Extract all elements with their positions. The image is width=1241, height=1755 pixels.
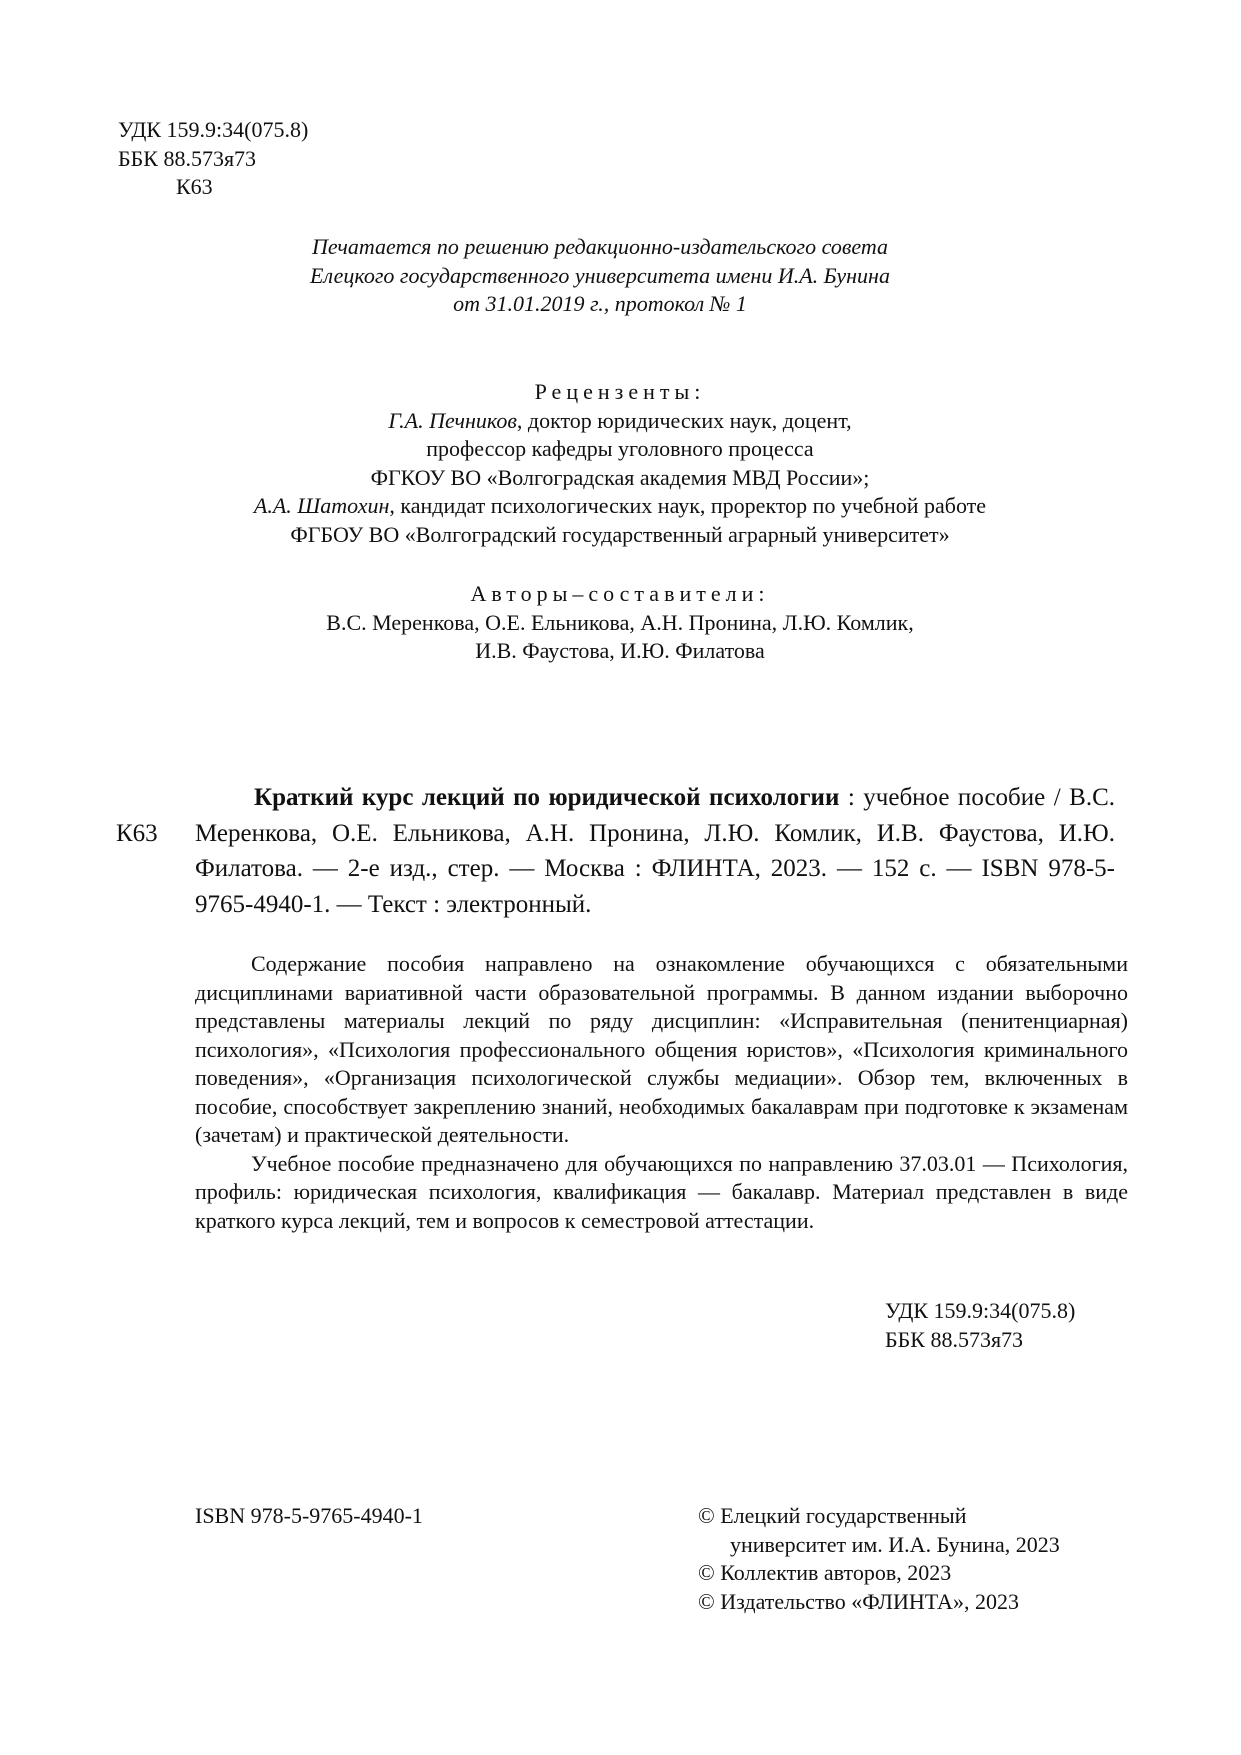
reviewer-2-line: ФГБОУ ВО «Волгоградский государственный аграрный университет» — [290, 521, 950, 547]
reviewer-2-line — [190, 492, 1050, 521]
classification-block — [118, 116, 308, 202]
reviewer-1-title: , доктор юридических наук, доцент, — [516, 407, 852, 433]
classification-signature — [885, 1297, 1075, 1354]
bibliographic-record — [195, 780, 1115, 922]
book-title: Краткий курс лекций по юридической психологии — [254, 784, 840, 811]
council-note-line: Печатается по решению редакционно-издательского совета — [311, 234, 889, 259]
copyright-line: © Елецкий государственный — [698, 1503, 967, 1528]
bibliographic-details: : учебное пособие / В.С. Меренкова, О.Е. Ельникова, А.Н. Пронина, Л.Ю. Комлик, И.В. Фаустова, И.Ю. Филатова. — 2-е изд., стер. — Москва : ФЛИНТА, 2023. — 152 с. — ISBN 978-5-9765-4940-1. — Текст : электронный. — [195, 784, 1116, 918]
authors-block — [190, 580, 1050, 666]
reviewer-1-line — [190, 407, 1050, 436]
reviewers-heading: Рецензенты: — [534, 379, 706, 404]
copyright-line: © Коллектив авторов, 2023 — [698, 1560, 952, 1585]
reviewer-1-line: ФГКОУ ВО «Волгоградская академия МВД России»; — [370, 464, 870, 490]
bbk-code: ББК 88.573я73 — [885, 1326, 1024, 1352]
council-note — [240, 233, 960, 319]
reviewer-1-line: профессор кафедры уголовного процесса — [426, 436, 814, 461]
abstract-paragraph: Учебное пособие предназначено для обучающихся по направлению 37.03.01 — Психология, профиль: юридическая психология, квалификация — бакалавр. Материал представлен в виде краткого курса лекций, тем и вопросов к семестровой аттестации. — [195, 1150, 1128, 1233]
reviewers-block — [190, 378, 1050, 549]
copyright-block — [698, 1502, 1060, 1616]
bbk-code: ББК 88.573я73 — [118, 145, 257, 171]
bibliographic-code: К63 — [116, 820, 158, 847]
author-mark: К63 — [176, 174, 213, 199]
council-note-line: от 31.01.2019 г., протокол № 1 — [453, 291, 747, 316]
reviewer-2-title: , кандидат психологических наук, проректор по учебной работе — [389, 493, 987, 518]
abstract-paragraph: Содержание пособия направлено на ознакомление обучающихся с обязательными дисциплинами вариативной части образовательной программы. В данном издании выборочно представлены материалы лекций по ряду дисциплин: «Исправительная (пенитенциарная) психология», «Психология профессионального общения юристов», «Психология криминального поведения», «Организация психологической службы медиации». Обзор тем, включенных в пособие, способствует закреплению знаний, необходимых бакалаврам при подготовке к экзаменам (зачетам) и практической деятельности. — [195, 951, 1128, 1147]
authors-heading: Авторы–составители: — [470, 581, 770, 606]
authors-line: И.В. Фаустова, И.Ю. Филатова — [475, 638, 765, 663]
reviewer-2-name: А.А. Шатохин — [253, 493, 390, 518]
authors-line: В.С. Меренкова, О.Е. Ельникова, А.Н. Пронина, Л.Ю. Комлик, — [326, 609, 914, 635]
bibliographic-text — [195, 780, 1115, 922]
copyright-line: университет им. И.А. Бунина, 2023 — [730, 1531, 1060, 1557]
reviewer-1-name: Г.А. Печников — [388, 407, 517, 433]
udk-code: УДК 159.9:34(075.8) — [118, 117, 309, 142]
isbn: ISBN 978-5-9765-4940-1 — [195, 1503, 423, 1528]
council-note-line: Елецкого государственного университета имени И.А. Бунина — [310, 262, 890, 288]
copyright-line: © Издательство «ФЛИНТА», 2023 — [698, 1588, 1019, 1614]
udk-code: УДК 159.9:34(075.8) — [885, 1298, 1076, 1323]
abstract — [195, 950, 1128, 1235]
